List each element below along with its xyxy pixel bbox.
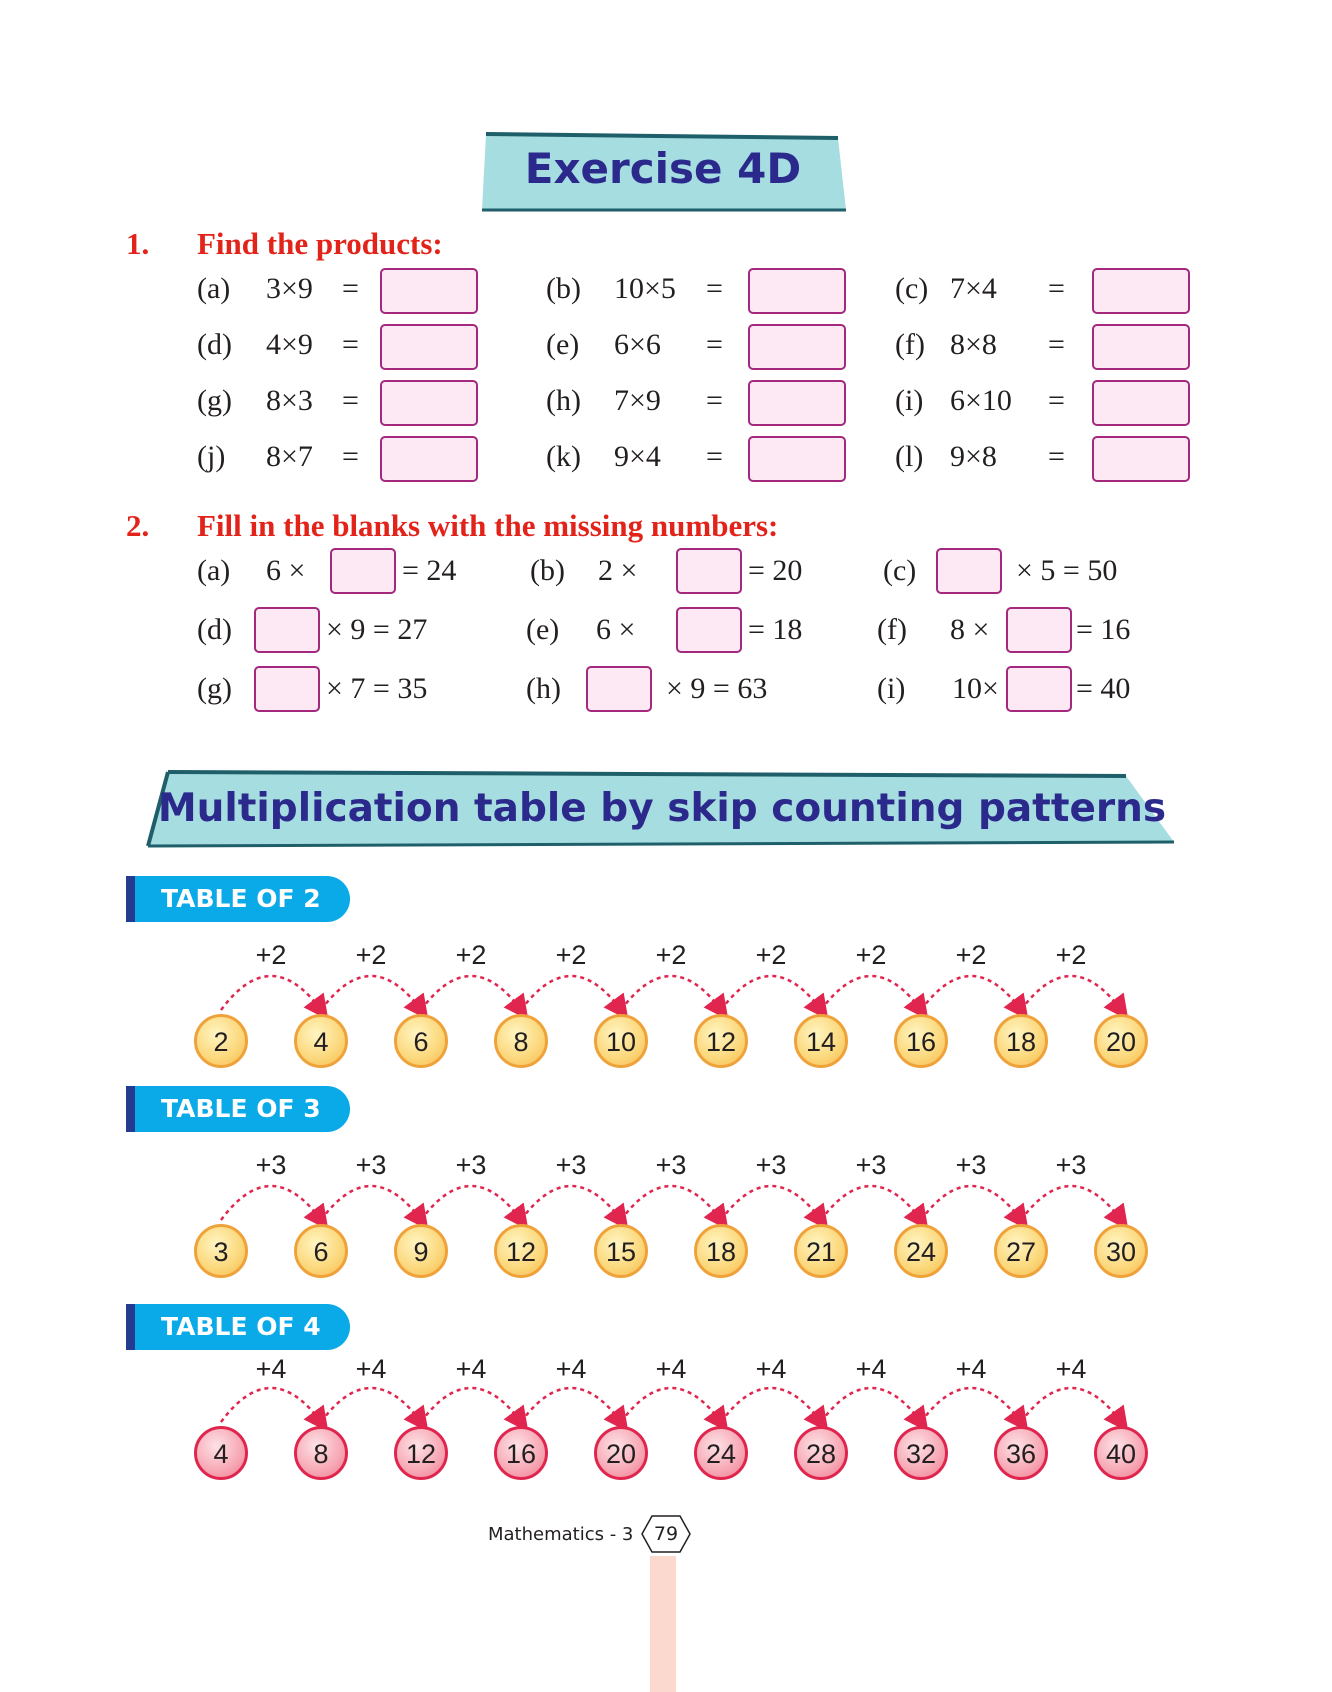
step-label: +3 bbox=[555, 1150, 587, 1180]
q1-answer-box[interactable] bbox=[748, 324, 846, 370]
step-label: +4 bbox=[855, 1354, 887, 1384]
q1-item-expression: 8×8 bbox=[950, 328, 997, 361]
skip-arrow bbox=[521, 1388, 621, 1422]
step-label: +4 bbox=[755, 1354, 787, 1384]
number-ball: 6 bbox=[294, 1224, 348, 1278]
step-label: +4 bbox=[255, 1354, 287, 1384]
q2-item-suffix: = 18 bbox=[748, 613, 803, 646]
q2-answer-box[interactable] bbox=[1006, 666, 1072, 712]
step-label: +3 bbox=[955, 1150, 987, 1180]
number-ball: 4 bbox=[194, 1426, 248, 1480]
number-ball: 9 bbox=[394, 1224, 448, 1278]
q1-number: 1. bbox=[126, 226, 150, 261]
skip-arrow bbox=[521, 1186, 621, 1220]
page-number: 79 bbox=[653, 1523, 679, 1545]
q1-item-equals: = bbox=[1048, 440, 1065, 473]
step-label: +4 bbox=[455, 1354, 487, 1384]
skip-arrow bbox=[1021, 1186, 1121, 1220]
step-label: +3 bbox=[355, 1150, 387, 1180]
skip-arrow bbox=[721, 1186, 821, 1220]
step-label: +2 bbox=[555, 940, 587, 970]
skip-arrow bbox=[1021, 1388, 1121, 1422]
skip-arrow bbox=[321, 1186, 421, 1220]
step-label: +3 bbox=[655, 1150, 687, 1180]
q1-answer-box[interactable] bbox=[748, 436, 846, 482]
q2-item-suffix: = 40 bbox=[1076, 672, 1131, 705]
step-label: +2 bbox=[255, 940, 287, 970]
q2-item-suffix: = 24 bbox=[402, 554, 457, 587]
q1-answer-box[interactable] bbox=[1092, 436, 1190, 482]
q1-item-label: (a) bbox=[197, 272, 231, 305]
q1-item-equals: = bbox=[706, 440, 723, 473]
step-label: +3 bbox=[455, 1150, 487, 1180]
q1-answer-box[interactable] bbox=[380, 436, 478, 482]
q2-item-suffix: × 5 = 50 bbox=[1016, 554, 1118, 587]
q1-item-expression: 8×7 bbox=[266, 440, 313, 473]
number-ball: 8 bbox=[294, 1426, 348, 1480]
step-label: +4 bbox=[1055, 1354, 1087, 1384]
number-ball: 6 bbox=[394, 1014, 448, 1068]
q1-item-label: (f) bbox=[895, 328, 925, 361]
skip-arrow bbox=[621, 1388, 721, 1422]
q2-item-label: (d) bbox=[197, 613, 232, 646]
q2-item-label: (h) bbox=[526, 672, 561, 705]
q2-answer-box[interactable] bbox=[676, 548, 742, 594]
skip-arrow bbox=[421, 1388, 521, 1422]
q1-item-equals: = bbox=[342, 272, 359, 305]
step-label: +2 bbox=[655, 940, 687, 970]
number-ball: 20 bbox=[1094, 1014, 1148, 1068]
q1-answer-box[interactable] bbox=[380, 268, 478, 314]
number-ball: 3 bbox=[194, 1224, 248, 1278]
q2-item-prefix: 8 × bbox=[950, 613, 990, 646]
number-ball: 27 bbox=[994, 1224, 1048, 1278]
q1-item-expression: 8×3 bbox=[266, 384, 313, 417]
step-label: +4 bbox=[355, 1354, 387, 1384]
q1-item-expression: 9×4 bbox=[614, 440, 661, 473]
number-ball: 16 bbox=[894, 1014, 948, 1068]
skip-arrow bbox=[421, 1186, 521, 1220]
step-label: +2 bbox=[1055, 940, 1087, 970]
q1-item-equals: = bbox=[342, 440, 359, 473]
step-label: +3 bbox=[855, 1150, 887, 1180]
number-ball: 36 bbox=[994, 1426, 1048, 1480]
q1-item-expression: 7×9 bbox=[614, 384, 661, 417]
number-ball: 24 bbox=[894, 1224, 948, 1278]
q1-answer-box[interactable] bbox=[380, 324, 478, 370]
footer-subject: Mathematics - 3 bbox=[488, 1524, 634, 1545]
skip-arrow bbox=[321, 1388, 421, 1422]
table-label: TABLE OF 2 bbox=[126, 876, 350, 922]
table-label: TABLE OF 3 bbox=[126, 1086, 350, 1132]
skip-arrow bbox=[221, 976, 321, 1010]
q2-item-prefix: 2 × bbox=[598, 554, 638, 587]
q1-item-label: (b) bbox=[546, 272, 581, 305]
q1-item-label: (g) bbox=[197, 384, 232, 417]
step-label: +2 bbox=[955, 940, 987, 970]
number-ball: 2 bbox=[194, 1014, 248, 1068]
q2-item-label: (e) bbox=[526, 613, 560, 646]
q1-item-label: (h) bbox=[546, 384, 581, 417]
step-label: +4 bbox=[555, 1354, 587, 1384]
skip-arrow bbox=[321, 976, 421, 1010]
number-ball: 24 bbox=[694, 1426, 748, 1480]
number-ball: 10 bbox=[594, 1014, 648, 1068]
q1-answer-box[interactable] bbox=[1092, 268, 1190, 314]
step-label: +2 bbox=[455, 940, 487, 970]
q1-item-equals: = bbox=[706, 328, 723, 361]
skip-arrow bbox=[821, 976, 921, 1010]
q1-heading: Find the products: bbox=[197, 226, 443, 261]
q2-item-suffix: × 9 = 63 bbox=[666, 672, 768, 705]
q1-item-expression: 6×10 bbox=[950, 384, 1012, 417]
q2-item-suffix: = 16 bbox=[1076, 613, 1131, 646]
skip-arrow bbox=[621, 1186, 721, 1220]
skip-arrow bbox=[821, 1388, 921, 1422]
skip-arrow bbox=[721, 976, 821, 1010]
number-ball: 21 bbox=[794, 1224, 848, 1278]
q1-item-equals: = bbox=[1048, 384, 1065, 417]
q1-item-label: (e) bbox=[546, 328, 580, 361]
skip-arrow bbox=[421, 976, 521, 1010]
number-ball: 18 bbox=[994, 1014, 1048, 1068]
skip-arrow bbox=[921, 1388, 1021, 1422]
q1-answer-box[interactable] bbox=[748, 268, 846, 314]
number-ball: 30 bbox=[1094, 1224, 1148, 1278]
q1-item-expression: 3×9 bbox=[266, 272, 313, 305]
number-ball: 18 bbox=[694, 1224, 748, 1278]
q1-answer-box[interactable] bbox=[380, 380, 478, 426]
section-title: Multiplication table by skip counting patterns bbox=[157, 786, 1167, 831]
q1-item-label: (k) bbox=[546, 440, 581, 473]
step-label: +4 bbox=[955, 1354, 987, 1384]
q1-answer-box[interactable] bbox=[1092, 324, 1190, 370]
step-label: +2 bbox=[355, 940, 387, 970]
q1-item-equals: = bbox=[1048, 272, 1065, 305]
number-ball: 15 bbox=[594, 1224, 648, 1278]
skip-arrow bbox=[221, 1388, 321, 1422]
section-banner bbox=[146, 770, 1178, 850]
skip-arrow bbox=[921, 976, 1021, 1010]
q2-answer-box[interactable] bbox=[936, 548, 1002, 594]
q1-item-equals: = bbox=[342, 328, 359, 361]
number-ball: 12 bbox=[394, 1426, 448, 1480]
number-ball: 12 bbox=[694, 1014, 748, 1068]
page-tab-strip bbox=[650, 1556, 676, 1692]
number-ball: 32 bbox=[894, 1426, 948, 1480]
q1-item-label: (j) bbox=[197, 440, 226, 473]
number-ball: 20 bbox=[594, 1426, 648, 1480]
q2-item-suffix: × 7 = 35 bbox=[326, 672, 428, 705]
q1-item-expression: 9×8 bbox=[950, 440, 997, 473]
q2-item-suffix: = 20 bbox=[748, 554, 803, 587]
exercise-title: Exercise 4D bbox=[524, 144, 802, 193]
step-label: +3 bbox=[755, 1150, 787, 1180]
q2-item-label: (a) bbox=[197, 554, 231, 587]
q2-answer-box[interactable] bbox=[1006, 607, 1072, 653]
q2-answer-box[interactable] bbox=[254, 666, 320, 712]
q1-item-equals: = bbox=[342, 384, 359, 417]
q1-answer-box[interactable] bbox=[748, 380, 846, 426]
skip-arrow bbox=[521, 976, 621, 1010]
number-ball: 4 bbox=[294, 1014, 348, 1068]
q1-item-label: (i) bbox=[895, 384, 924, 417]
q2-item-prefix: 6 × bbox=[266, 554, 306, 587]
q1-item-label: (c) bbox=[895, 272, 929, 305]
q1-item-label: (d) bbox=[197, 328, 232, 361]
q2-number: 2. bbox=[126, 508, 150, 543]
step-label: +3 bbox=[255, 1150, 287, 1180]
q1-answer-box[interactable] bbox=[1092, 380, 1190, 426]
q2-answer-box[interactable] bbox=[254, 607, 320, 653]
skip-arrow bbox=[921, 1186, 1021, 1220]
skip-arrow bbox=[621, 976, 721, 1010]
q1-item-expression: 4×9 bbox=[266, 328, 313, 361]
number-ball: 8 bbox=[494, 1014, 548, 1068]
q2-answer-box[interactable] bbox=[330, 548, 396, 594]
q1-item-expression: 10×5 bbox=[614, 272, 676, 305]
skip-arrow bbox=[1021, 976, 1121, 1010]
number-ball: 16 bbox=[494, 1426, 548, 1480]
number-ball: 40 bbox=[1094, 1426, 1148, 1480]
q1-item-equals: = bbox=[1048, 328, 1065, 361]
number-ball: 14 bbox=[794, 1014, 848, 1068]
q2-item-suffix: × 9 = 27 bbox=[326, 613, 428, 646]
q1-item-equals: = bbox=[706, 384, 723, 417]
q1-item-equals: = bbox=[706, 272, 723, 305]
skip-arrow bbox=[721, 1388, 821, 1422]
q2-item-label: (c) bbox=[883, 554, 917, 587]
table-label: TABLE OF 4 bbox=[126, 1304, 350, 1350]
q1-item-expression: 7×4 bbox=[950, 272, 997, 305]
q2-answer-box[interactable] bbox=[676, 607, 742, 653]
step-label: +4 bbox=[655, 1354, 687, 1384]
step-label: +3 bbox=[1055, 1150, 1087, 1180]
q1-item-label: (l) bbox=[895, 440, 924, 473]
q2-answer-box[interactable] bbox=[586, 666, 652, 712]
exercise-banner bbox=[478, 130, 848, 214]
q2-heading: Fill in the blanks with the missing numbers: bbox=[197, 508, 779, 543]
step-label: +2 bbox=[855, 940, 887, 970]
q2-item-label: (g) bbox=[197, 672, 232, 705]
number-ball: 28 bbox=[794, 1426, 848, 1480]
q2-item-label: (b) bbox=[530, 554, 565, 587]
number-ball: 12 bbox=[494, 1224, 548, 1278]
q2-item-prefix: 6 × bbox=[596, 613, 636, 646]
step-label: +2 bbox=[755, 940, 787, 970]
q2-item-label: (i) bbox=[877, 672, 906, 705]
q2-item-label: (f) bbox=[877, 613, 907, 646]
skip-arrow bbox=[221, 1186, 321, 1220]
skip-arrow bbox=[821, 1186, 921, 1220]
q2-item-prefix: 10× bbox=[952, 672, 999, 705]
q1-item-expression: 6×6 bbox=[614, 328, 661, 361]
